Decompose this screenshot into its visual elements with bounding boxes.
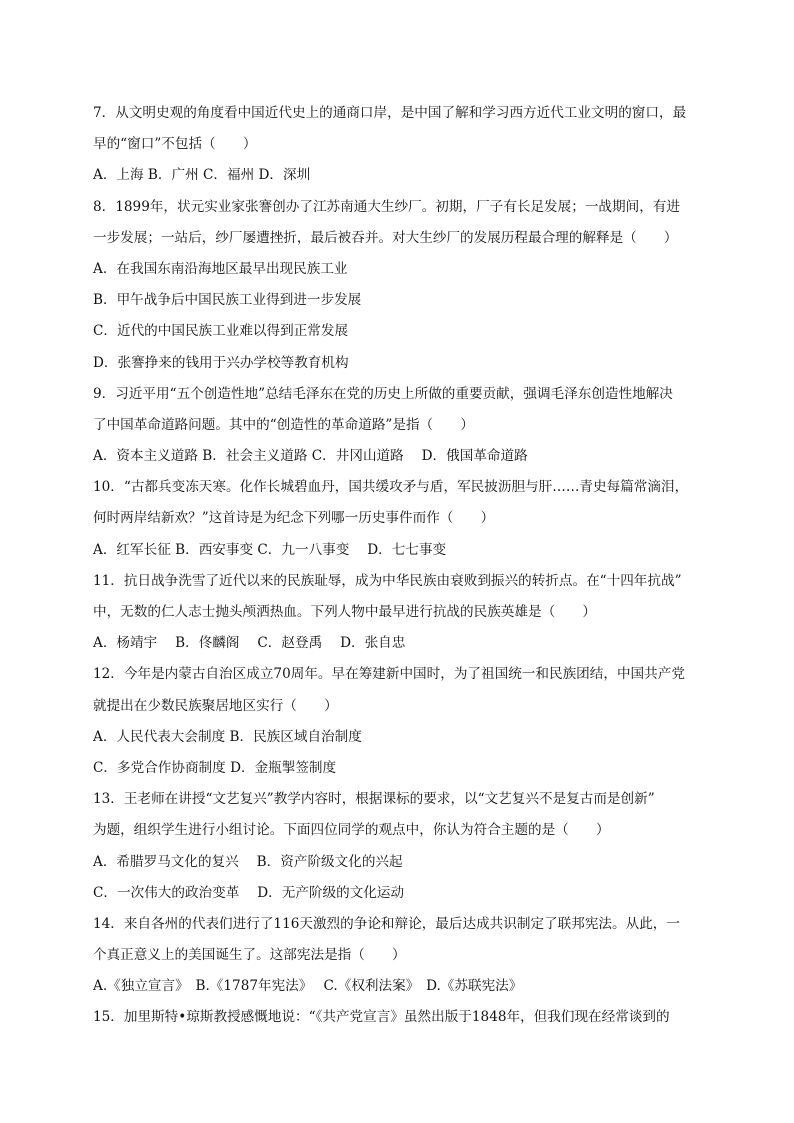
question-text: 中，无数的仁人志士抛头颅洒热血。下列人物中最早进行抗战的民族英雄是（ ） [93,604,596,620]
question-text: 早的“窗口”不包括（ ） [93,136,257,153]
options-cd: C．多党合作协商制度 D．金瓶掣签制度 [93,759,337,776]
question-text: 9．习近平用“五个创造性地”总结毛泽东在党的历史上所做的重要贡献，强调毛泽东创造性地解决 [93,385,673,402]
question-text: 12．今年是内蒙古自治区成立70周年。早在筹建新中国时，为了祖国统一和民族团结，中国共产党 [93,666,685,683]
question-text: 8．1899年，状元实业家张謇创办了江苏南通大生纱厂。初期，厂子有长足发展；一战期间，有进 [93,198,680,215]
question-text: 14．来自各州的代表们进行了116天激烈的争论和辩论，最后达成共识制定了联邦宪法。从此，一 [93,915,680,932]
option-d: D．张謇挣来的钱用于兴办学校等教育机构 [93,354,349,371]
question-options: A.《独立宣言》 B.《1787年宪法》 C.《权利法案》 D.《苏联宪法》 [93,978,523,995]
question-options: A．上海 B．广州 C．福州 D．深圳 [93,167,311,184]
exam-page [93,98,705,1034]
question-text: 就提出在少数民族聚居地区实行（ ） [93,697,338,714]
question-12 [93,659,705,784]
question-11 [93,566,705,660]
question-options: A．红军长征 B．西安事变 C．九一八事变 D．七七事变 [93,541,447,558]
question-10 [93,472,705,566]
options-cd: C．一次伟大的政治变革 D．无产阶级的文化运动 [93,884,405,901]
question-options: A．资本主义道路 B．社会主义道路 C．井冈山道路 D．俄国革命道路 [93,448,528,465]
question-text: 7．从文明史观的角度看中国近代史上的通商口岸，是中国了解和学习西方近代工业文明的窗口，最 [93,105,687,121]
options-ab: A．希腊罗马文化的复兴 B．资产阶级文化的兴起 [93,853,403,870]
option-a: A．在我国东南沿海地区最早出现民族工业 [93,260,348,277]
question-9 [93,379,705,473]
question-14 [93,909,705,1003]
question-text: 15．加里斯特•琼斯教授感慨地说：“《共产党宣言》虽然出版于1848年，但我们现在经常谈到的 [93,1009,670,1026]
question-7 [93,98,705,192]
option-c: C．近代的中国民族工业难以得到正常发展 [93,323,349,340]
question-text: 10．“古都兵变冻天寒。化作长城碧血丹，国共缓攻矛与盾，军民披沥胆与肝……青史每篇常滴泪， [93,479,689,496]
question-text: 了中国革命道路问题。其中的“创造性的革命道路”是指（ ） [93,416,474,433]
option-b: B．甲午战争后中国民族工业得到进一步发展 [93,292,362,309]
question-13 [93,784,705,909]
question-text: 为题，组织学生进行小组讨论。下面四位同学的观点中，你认为符合主题的是（ ） [93,822,610,839]
question-text: 个真正意义上的美国诞生了。这部宪法是指（ ） [93,947,406,964]
question-text: 一步发展；一站后，纱厂屡遭挫折，最后被吞并。对大生纱厂的发展历程最合理的解释是（ ） [93,229,678,246]
question-text: 13．王老师在讲授“文艺复兴”教学内容时，根据课标的要求，以“文艺复兴不是复古而是创新” [93,791,655,808]
question-8 [93,192,705,379]
options-ab: A．人民代表大会制度 B．民族区域自治制度 [93,728,362,745]
question-15 [93,1002,705,1033]
question-options: A．杨靖宇 B．佟麟阁 C．赵登禹 D．张自忠 [93,635,406,652]
question-text: 何时两岸结新欢？”这首诗是为纪念下列哪一历史事件而作（ ） [93,510,495,527]
question-text: 11．抗日战争洗雪了近代以来的民族耻辱，成为中华民族由衰败到振兴的转折点。在“十四年抗战” [93,572,682,589]
